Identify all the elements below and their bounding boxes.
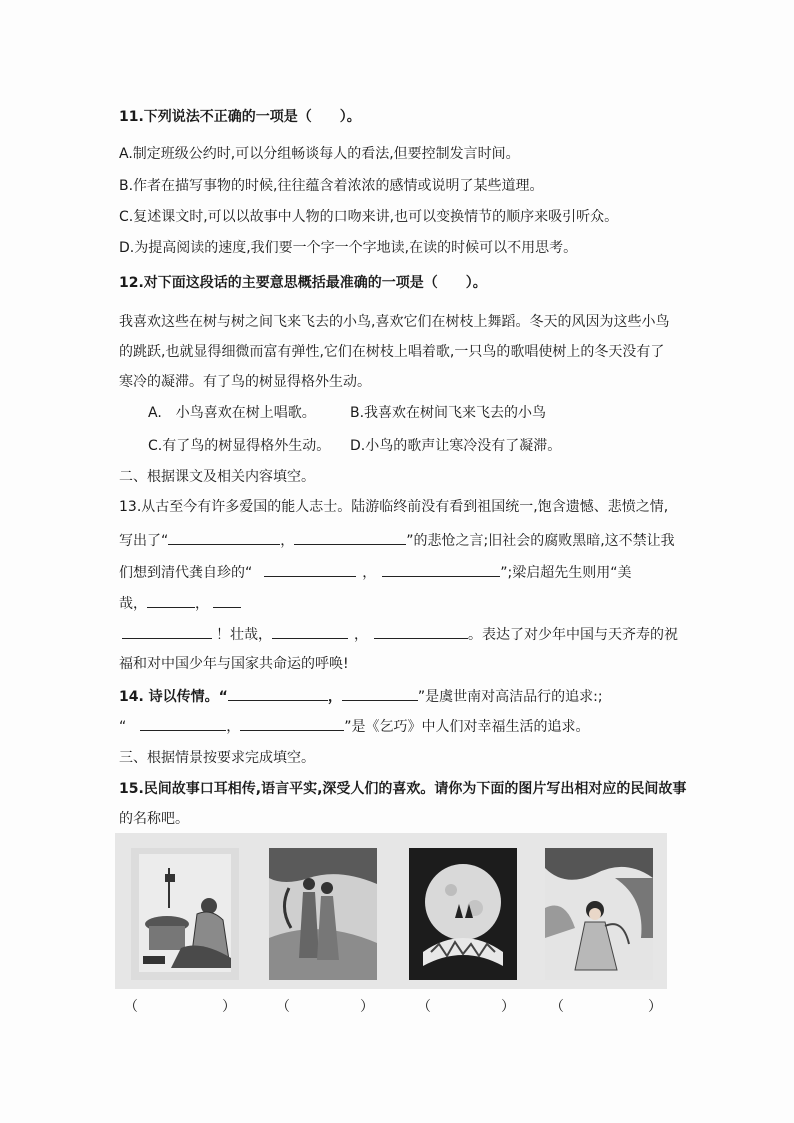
q11-stem: 11.下列说法不正确的一项是（ ）。 <box>119 109 361 125</box>
text: ， <box>354 627 368 643</box>
text: ”的悲怆之言;旧社会的腐败黑暗,这不禁让我 <box>406 533 675 549</box>
blank[interactable] <box>213 593 241 608</box>
blank[interactable] <box>272 624 348 639</box>
q11-option-d: D.为提高阅读的速度,我们要一个字一个字地读,在读的时候可以不用思考。 <box>119 240 578 256</box>
answer-blank-3[interactable]: （ ） <box>417 999 515 1015</box>
picture-2 <box>269 848 377 980</box>
q11-option-b: B.作者在描写事物的时候,往往蕴含着浓浓的感情或说明了某些道理。 <box>119 178 544 194</box>
q12-option-b: B.我喜欢在树间飞来飞去的小鸟 <box>350 405 547 421</box>
picture-1 <box>131 848 239 980</box>
picture-4 <box>545 848 653 980</box>
text: ， <box>362 565 377 581</box>
text: 14. 诗以传情。“ <box>119 689 228 705</box>
folk-story-pictures <box>115 833 667 989</box>
q11-option-a: A.制定班级公约时,可以分组畅谈每人的看法,但要控制发言时间。 <box>119 146 520 162</box>
q14-line-1 <box>119 686 603 707</box>
answer-blank-1[interactable]: （ ） <box>124 999 236 1015</box>
text: ， <box>327 689 342 705</box>
q14-line-2 <box>119 716 590 737</box>
blank[interactable] <box>228 686 328 701</box>
q15-line-1: 15.民间故事口耳相传,语言平实,深受人们的喜欢。请你为下面的图片写出相对应的民间故事 <box>119 781 687 797</box>
q15-line-2: 的名称吧。 <box>119 811 189 827</box>
q13-line-3 <box>119 562 632 583</box>
text: ”是虞世南对高洁品行的追求:; <box>417 689 603 705</box>
text: ， <box>195 596 209 612</box>
blank[interactable] <box>264 562 356 577</box>
q11-option-c: C.复述课文时,可以以故事中人物的口吻来讲,也可以变换情节的顺序来吸引听众。 <box>119 209 619 225</box>
blank[interactable] <box>140 716 226 731</box>
q13-line-5 <box>122 624 678 645</box>
blank[interactable] <box>240 716 344 731</box>
text: “ <box>119 719 127 735</box>
text: 。表达了对少年中国与天齐寿的祝 <box>468 627 678 643</box>
blank[interactable] <box>168 530 280 545</box>
q12-option-c: C.有了鸟的树显得格外生动。 <box>148 438 331 454</box>
q13-line-6: 福和对中国少年与国家共命运的呼唤! <box>119 656 349 672</box>
q12-option-d: D.小鸟的歌声让寒冷没有了凝滞。 <box>350 438 562 454</box>
text: ”;梁启超先生则用“美 <box>500 565 632 581</box>
blank[interactable] <box>382 562 500 577</box>
text: 哉， <box>119 596 147 612</box>
q13-line-4 <box>119 593 241 614</box>
section-3-heading: 三、根据情景按要求完成填空。 <box>119 750 315 766</box>
text: ！壮哉， <box>216 627 272 643</box>
blank[interactable] <box>294 530 406 545</box>
q12-passage-line-3: 寒冷的凝滞。有了鸟的树显得格外生动。 <box>119 374 371 390</box>
picture-3 <box>409 848 517 980</box>
q12-stem: 12.对下面这段话的主要意思概括最准确的一项是（ ）。 <box>119 275 487 291</box>
section-2-heading: 二、根据课文及相关内容填空。 <box>119 469 315 485</box>
answer-blank-4[interactable]: （ ） <box>550 999 662 1015</box>
q13-line-1: 13.从古至今有许多爱国的能人志士。陆游临终前没有看到祖国统一,饱含遗憾、悲愤之情, <box>119 499 669 515</box>
text: ”是《乞巧》中人们对幸福生活的追求。 <box>344 719 590 735</box>
q12-option-a: A. 小鸟喜欢在树上唱歌。 <box>148 405 316 421</box>
text: ， <box>280 533 295 549</box>
text: 写出了“ <box>119 533 169 549</box>
blank[interactable] <box>342 686 418 701</box>
q12-passage-line-1: 我喜欢这些在树与树之间飞来飞去的小鸟,喜欢它们在树枝上舞蹈。冬天的风因为这些小鸟 <box>119 314 670 330</box>
q12-passage-line-2: 的跳跃,也就显得细微而富有弹性,它们在树枝上唱着歌,一只鸟的歌唱使树上的冬天没有了 <box>119 344 665 360</box>
answer-blank-2[interactable]: （ ） <box>276 999 374 1015</box>
q13-line-2 <box>119 530 675 551</box>
text: 们想到清代龚自珍的“ <box>119 565 253 581</box>
blank[interactable] <box>122 624 212 639</box>
blank[interactable] <box>147 593 195 608</box>
blank[interactable] <box>374 624 468 639</box>
text: ， <box>226 719 241 735</box>
